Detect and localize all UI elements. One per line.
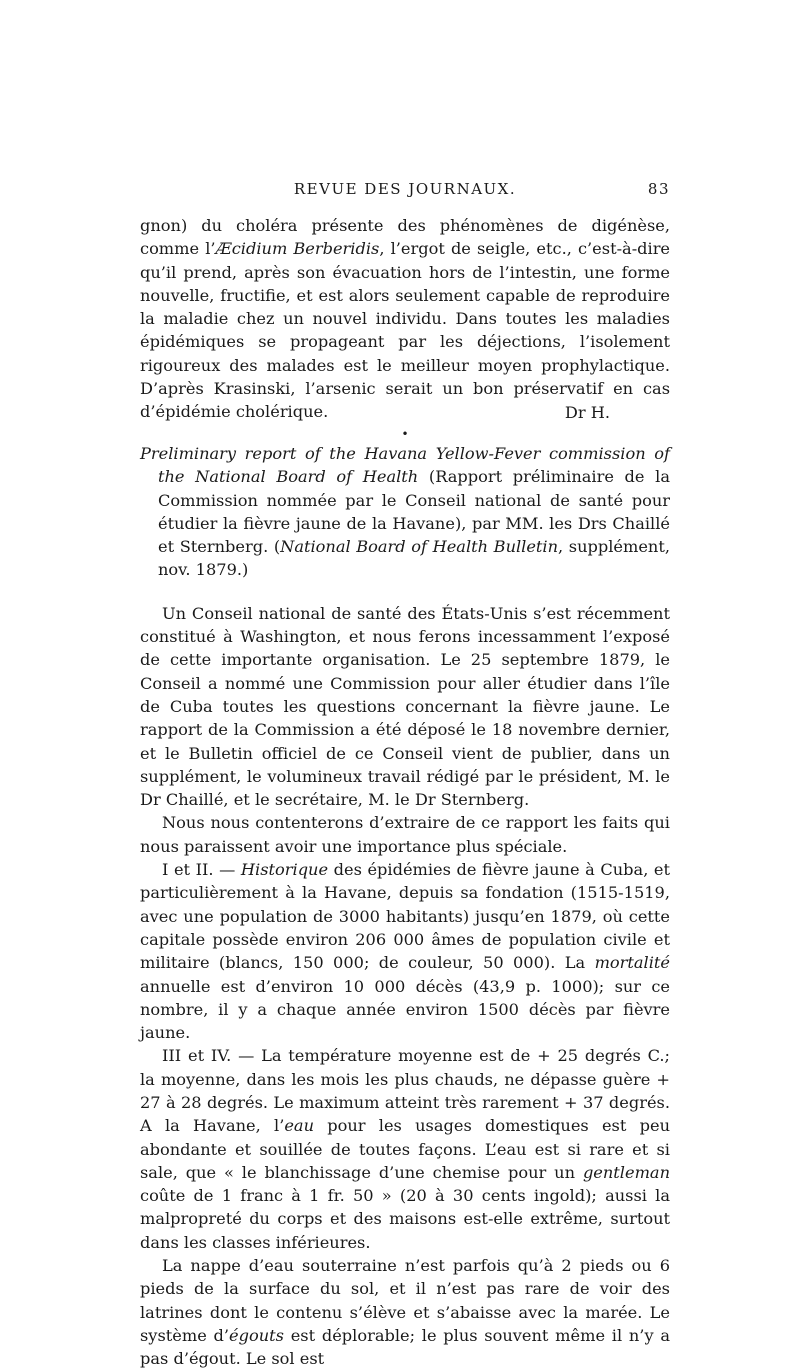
- p4-emphasis-2: gentleman: [582, 1162, 670, 1182]
- section-separator: •: [401, 426, 409, 441]
- page-number: 83: [647, 180, 670, 198]
- body-paragraph-4: [140, 1044, 670, 1254]
- body-paragraph-5: [140, 1254, 670, 1370]
- reference-suffix: , supplément, nov. 1879.): [158, 537, 671, 580]
- species-name: Æcidium Berberidis: [215, 239, 380, 259]
- journal-title: REVUE DES JOURNAUX.: [293, 180, 517, 198]
- journal-page: [140, 178, 670, 1371]
- reference-title: Preliminary report of the Havana Yellow-Fever commission of the National Board of Health: [140, 443, 670, 487]
- p3-text: des épidémies de fièvre jaune à Cuba, et particulièrement à la Havane, depuis sa fondation (1515-1519, avec une population de 3000 habitants) jusqu’en 1879, où cette capitale possède environ 206 000 âmes de population civile et militaire (blancs, 150 000; de couleur, 50 000). La: [140, 860, 670, 973]
- bibliographic-reference: [140, 442, 670, 582]
- p5-text-2: est déplorable; le plus souvent même il n’y a pas d’égout. Le sol est: [140, 1325, 670, 1369]
- body-paragraph-2: Nous nous contenterons d’extraire de ce rapport les faits qui nous paraissent avoir une importance plus spéciale.: [140, 813, 670, 856]
- p4-text: III et IV. — La température moyenne est de + 25 degrés C.; la moyenne, dans les mois les plus chauds, ne dépasse guère + 27 à 28 degrés. Le maximum atteint très rarement + 37 degrés. A la Havane, l’: [140, 1046, 670, 1136]
- p4-text-2: pour les usages domestiques est peu abondante et souillée de toutes façons. L’eau est si rare et si sale, que « le blanchissage d’une chemise pour un: [140, 1116, 670, 1182]
- p5-emphasis: égouts: [229, 1325, 284, 1345]
- reference-journal: National Board of Health Bulletin: [280, 537, 559, 557]
- signature: Dr H.: [564, 402, 610, 422]
- p3-text-2: annuelle est d’environ 10 000 décès (43,9 p. 1000); sur ce nombre, il y a chaque année environ 1500 décès par fièvre jaune.: [140, 976, 670, 1043]
- body-paragraph-1: Un Conseil national de santé des États-Unis s’est récemment constitué à Washington, et nous ferons incessamment l’exposé de cette importante organisation. Le 25 septembre 1879, le Conseil a nommé une Commission pour aller étudier dans l’île de Cuba toutes les questions concernant la fièvre jaune. Le rapport de la Commission a été déposé le 18 novembre dernier, et le Bulletin officiel de ce Conseil vient de publier, dans un supplément, le volumineux travail rédigé par le président, M. le Dr Chaillé, et le secrétaire, M. le Dr Sternberg.: [140, 603, 670, 810]
- intro-text-after: , l’ergot de seigle, etc., c’est-à-dire qu’il prend, après son évacuation hors de l’intestin, une forme nouvelle, fructifie, et est alors seulement capable de reproduire la maladie chez un nouvel individu. Dans toutes les maladies épidémiques se propageant par les déjections, l’isolement rigoureux des malades est le meilleur moyen prophylactique. D’après Krasinski, l’arsenic serait un bon préservatif en cas d’épidémie cholérique.: [140, 239, 671, 422]
- running-header: [140, 178, 670, 204]
- intro-paragraph: [140, 214, 670, 424]
- p3-lead: I et II. —: [162, 860, 241, 880]
- intro-text: gnon) du choléra présente des phénomènes de digénèse, comme l’: [140, 216, 670, 259]
- p3-emphasis: Historique: [240, 860, 329, 880]
- body-paragraph-3: [140, 858, 670, 1044]
- p4-text-3: coûte de 1 franc à 1 fr. 50 » (20 à 30 cents ingold); aussi la malpropreté du corps et des maisons est-elle extrême, surtout dans les classes inférieures.: [140, 1186, 670, 1252]
- p5-text: La nappe d’eau souterraine n’est parfois qu’à 2 pieds ou 6 pieds de la surface du sol, et il n’est pas rare de voir des latrines dont le contenu s’élève et s’abaisse avec la marée. Le système d’: [140, 1256, 670, 1345]
- p3-emphasis-2: mortalité: [594, 953, 670, 973]
- p4-emphasis: eau: [284, 1116, 314, 1136]
- reference-description: (Rapport préliminaire de la Commission nommée par le Conseil national de santé pour étudier la fièvre jaune de la Havane), par MM. les Drs Chaillé et Sternberg. (: [158, 467, 670, 557]
